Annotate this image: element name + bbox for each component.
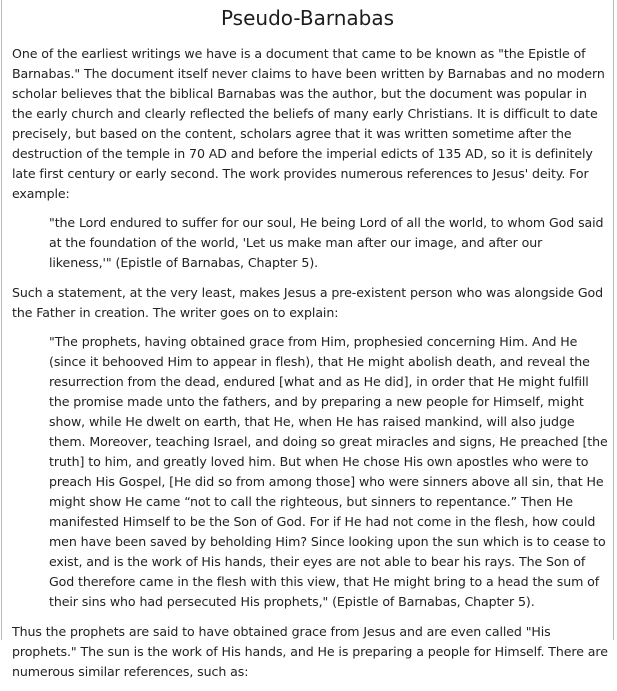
page-title: Pseudo-Barnabas (220, 6, 395, 30)
intro-paragraph: One of the earliest writings we have is a document that came to be known as "the Epistle of Barnabas." The document itself never claims to have been written by Barnabas and no modern scholar believes that the biblical Barnabas was the author, but the document was popular in the early church and clearly reflected the beliefs of many early Christians. It is difficult to date precisely, but based on the content, scholars agree that it was written sometime after the destruction of the temple in 70 AD and before the imperial edicts of 135 AD, so it is definitely late first century or early second. The work provides numerous references to Jesus' deity. For example: (12, 46, 605, 201)
document-frame (1, 0, 614, 679)
blockquote-prophets: "The prophets, having obtained grace from Him, prophesied concerning Him. And He (since it behooved Him to appear in flesh), that He might abolish death, and reveal the resurrection from the dead, endured [what and as He did], in order that He might fulfill the promise made unto the fathers, and by preparing a new people for Himself, might show, while He dwelt on earth, that He, when He has raised mankind, will also judge them. Moreover, teaching Israel, and doing so great miracles and signs, He preached [the truth] to him, and greatly loved him. But when He chose His own apostles who were to preach His Gospel, [He did so from among those] who were sinners above all sin, that He might show He came “not to call the righteous, but sinners to repentance.” Then He manifested Himself to be the Son of God. For if He had not come in the flesh, how could men have been saved by beholding Him? Since looking upon the sun which is to cease to exist, and is the work of His hands, their eyes are not able to bear his rays. The Son of God therefore came in the flesh with this view, that He might bring to a head the sum of their sins who had persecuted His prophets," (Epistle of Barnabas, Chapter 5). (49, 334, 608, 609)
document-body (12, 44, 608, 691)
preexistence-paragraph: Such a statement, at the very least, makes Jesus a pre-existent person who was alongside God the Father in creation. The writer goes on to explain: (12, 285, 604, 320)
conclusion-paragraph: Thus the prophets are said to have obtained grace from Jesus and are even called "His prophets." The sun is the work of His hands, and He is preparing a people for Himself. There are numerous similar references, such as: (12, 624, 608, 679)
blockquote-lord-endured: "the Lord endured to suffer for our soul, He being Lord of all the world, to whom God said at the foundation of the world, 'Let us make man after our image, and after our likeness,'" (Epistle of Barnabas, Chapter 5). (49, 215, 604, 270)
